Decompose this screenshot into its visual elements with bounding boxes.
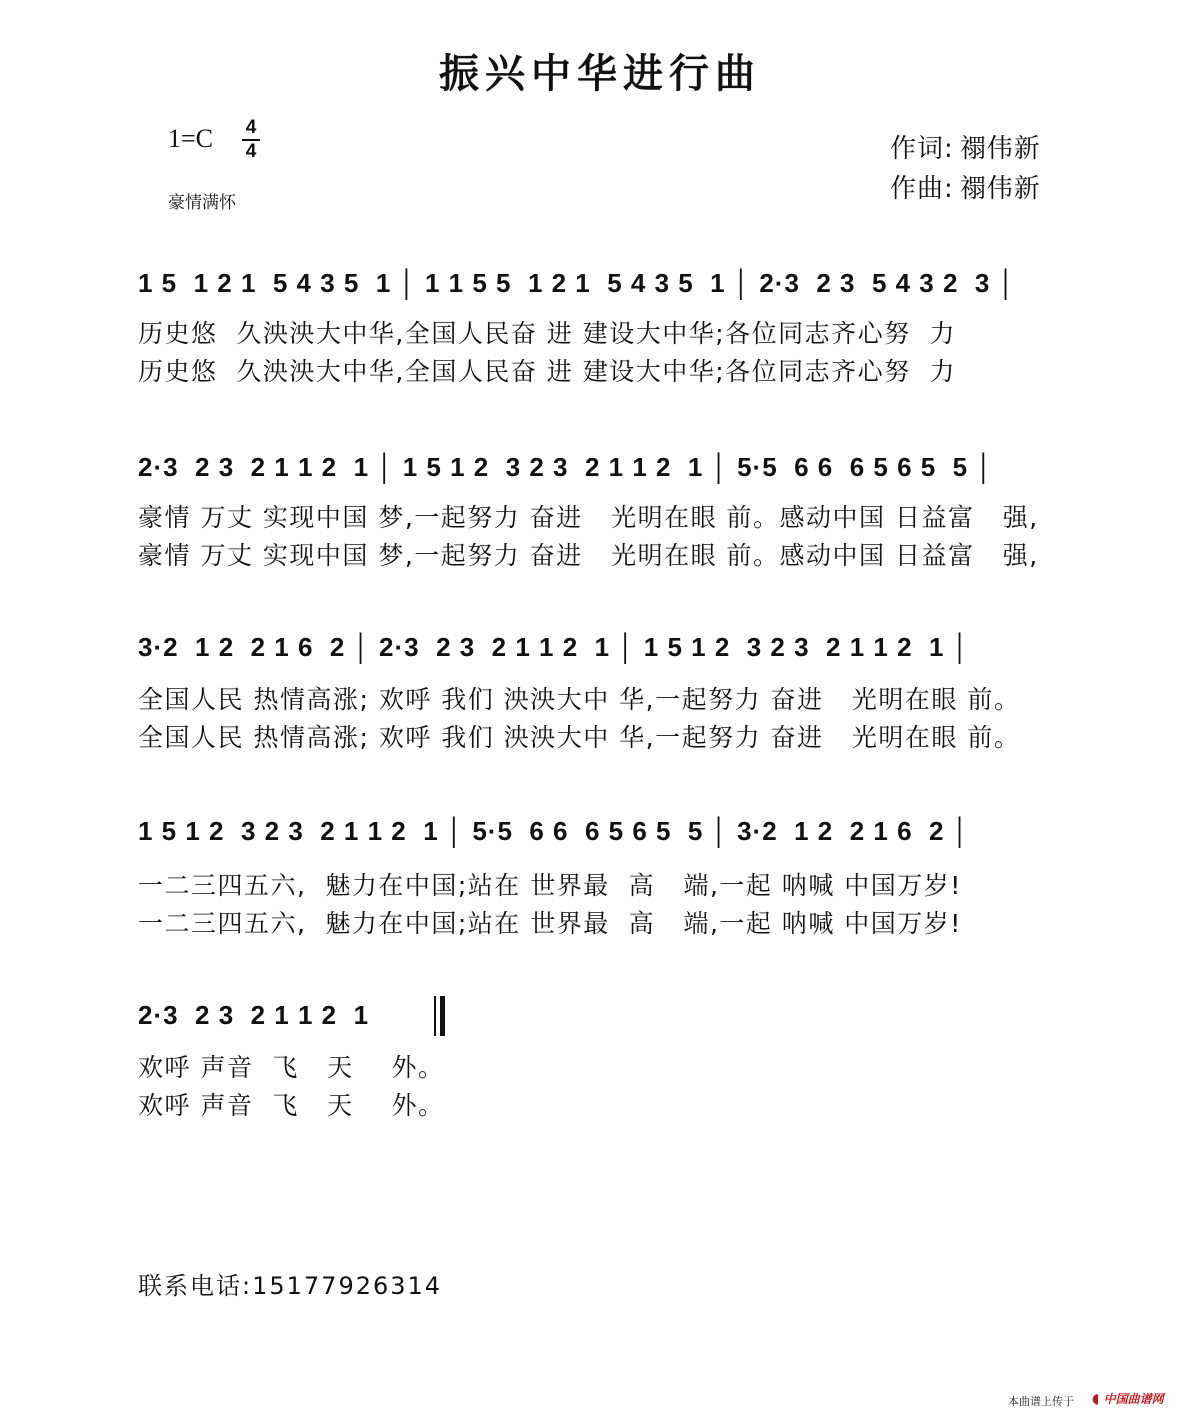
tempo-marking: 豪情满怀 bbox=[168, 193, 236, 213]
composer-name: 禤伟新 bbox=[959, 174, 1041, 204]
lyrics-line-1a: 历史悠 久泱泱大中华,全国人民奋 进 建设大中华;各位同志齐心努 力 bbox=[138, 319, 957, 348]
time-signature bbox=[240, 118, 262, 162]
contact-phone: 15177926314 bbox=[252, 1272, 443, 1300]
lyrics-line-5b: 欢呼 声音 飞 天 外。 bbox=[138, 1091, 445, 1120]
final-barline-thin bbox=[434, 996, 436, 1036]
site-logo-icon: ◖ bbox=[1092, 1391, 1100, 1407]
time-signature-top: 4 bbox=[245, 117, 257, 138]
notation-line-1: 1 5 1 2 1 5 4 3 5 1 │ 1 1 5 5 1 2 1 5 4 3 5 1 │ 2·3 2 3 5 4 3 2 3 │ bbox=[138, 268, 1016, 298]
site-logo bbox=[1092, 1390, 1196, 1408]
notation-line-5: 2·3 2 3 2 1 1 2 1 bbox=[138, 1000, 370, 1030]
lyrics-line-5a: 欢呼 声音 飞 天 外。 bbox=[138, 1053, 445, 1082]
lyrics-line-3b: 全国人民 热情高涨; 欢呼 我们 泱泱大中 华,一起努力 奋进 光明在眼 前。 bbox=[138, 723, 1021, 752]
lyrics-line-4a: 一二三四五六, 魅力在中国;站在 世界最 高 端,一起 呐喊 中国万岁! bbox=[138, 871, 962, 900]
upload-note: 本曲谱上传于 bbox=[1008, 1395, 1074, 1408]
notation-line-2: 2·3 2 3 2 1 1 2 1 │ 1 5 1 2 3 2 3 2 1 1 2 1 │ 5·5 6 6 6 5 6 5 5 │ bbox=[138, 452, 994, 482]
song-title: 振兴中华进行曲 bbox=[439, 51, 761, 97]
lyrics-line-2b: 豪情 万丈 实现中国 梦,一起努力 奋进 光明在眼 前。感动中国 日益富 强, bbox=[138, 541, 1039, 570]
site-logo-text: 中国曲谱网 bbox=[1103, 1392, 1164, 1406]
composer-credit bbox=[890, 168, 1041, 205]
lyrics-line-1b: 历史悠 久泱泱大中华,全国人民奋 进 建设大中华;各位同志齐心努 力 bbox=[138, 357, 957, 386]
composer-label: 作曲: bbox=[890, 174, 954, 204]
contact-label: 联系电话: bbox=[138, 1272, 253, 1300]
lyrics-line-4b: 一二三四五六, 魅力在中国;站在 世界最 高 端,一起 呐喊 中国万岁! bbox=[138, 909, 962, 938]
contact-info bbox=[138, 1266, 442, 1301]
lyricist-name: 禤伟新 bbox=[959, 134, 1041, 164]
lyrics-line-3a: 全国人民 热情高涨; 欢呼 我们 泱泱大中 华,一起努力 奋进 光明在眼 前。 bbox=[138, 685, 1021, 714]
lyricist-label: 作词: bbox=[890, 134, 954, 164]
lyrics-line-2a: 豪情 万丈 实现中国 梦,一起努力 奋进 光明在眼 前。感动中国 日益富 强, bbox=[138, 503, 1039, 532]
lyricist-credit bbox=[890, 128, 1041, 165]
final-barline-thick bbox=[440, 996, 445, 1036]
notation-line-4: 1 5 1 2 3 2 3 2 1 1 2 1 │ 5·5 6 6 6 5 6 5 5 │ 3·2 1 2 2 1 6 2 │ bbox=[138, 816, 970, 846]
time-signature-bottom: 4 bbox=[245, 141, 257, 162]
notation-line-3: 3·2 1 2 2 1 6 2 │ 2·3 2 3 2 1 1 2 1 │ 1 5 1 2 3 2 3 2 1 1 2 1 │ bbox=[138, 632, 970, 662]
key-signature: 1=C bbox=[168, 124, 214, 153]
